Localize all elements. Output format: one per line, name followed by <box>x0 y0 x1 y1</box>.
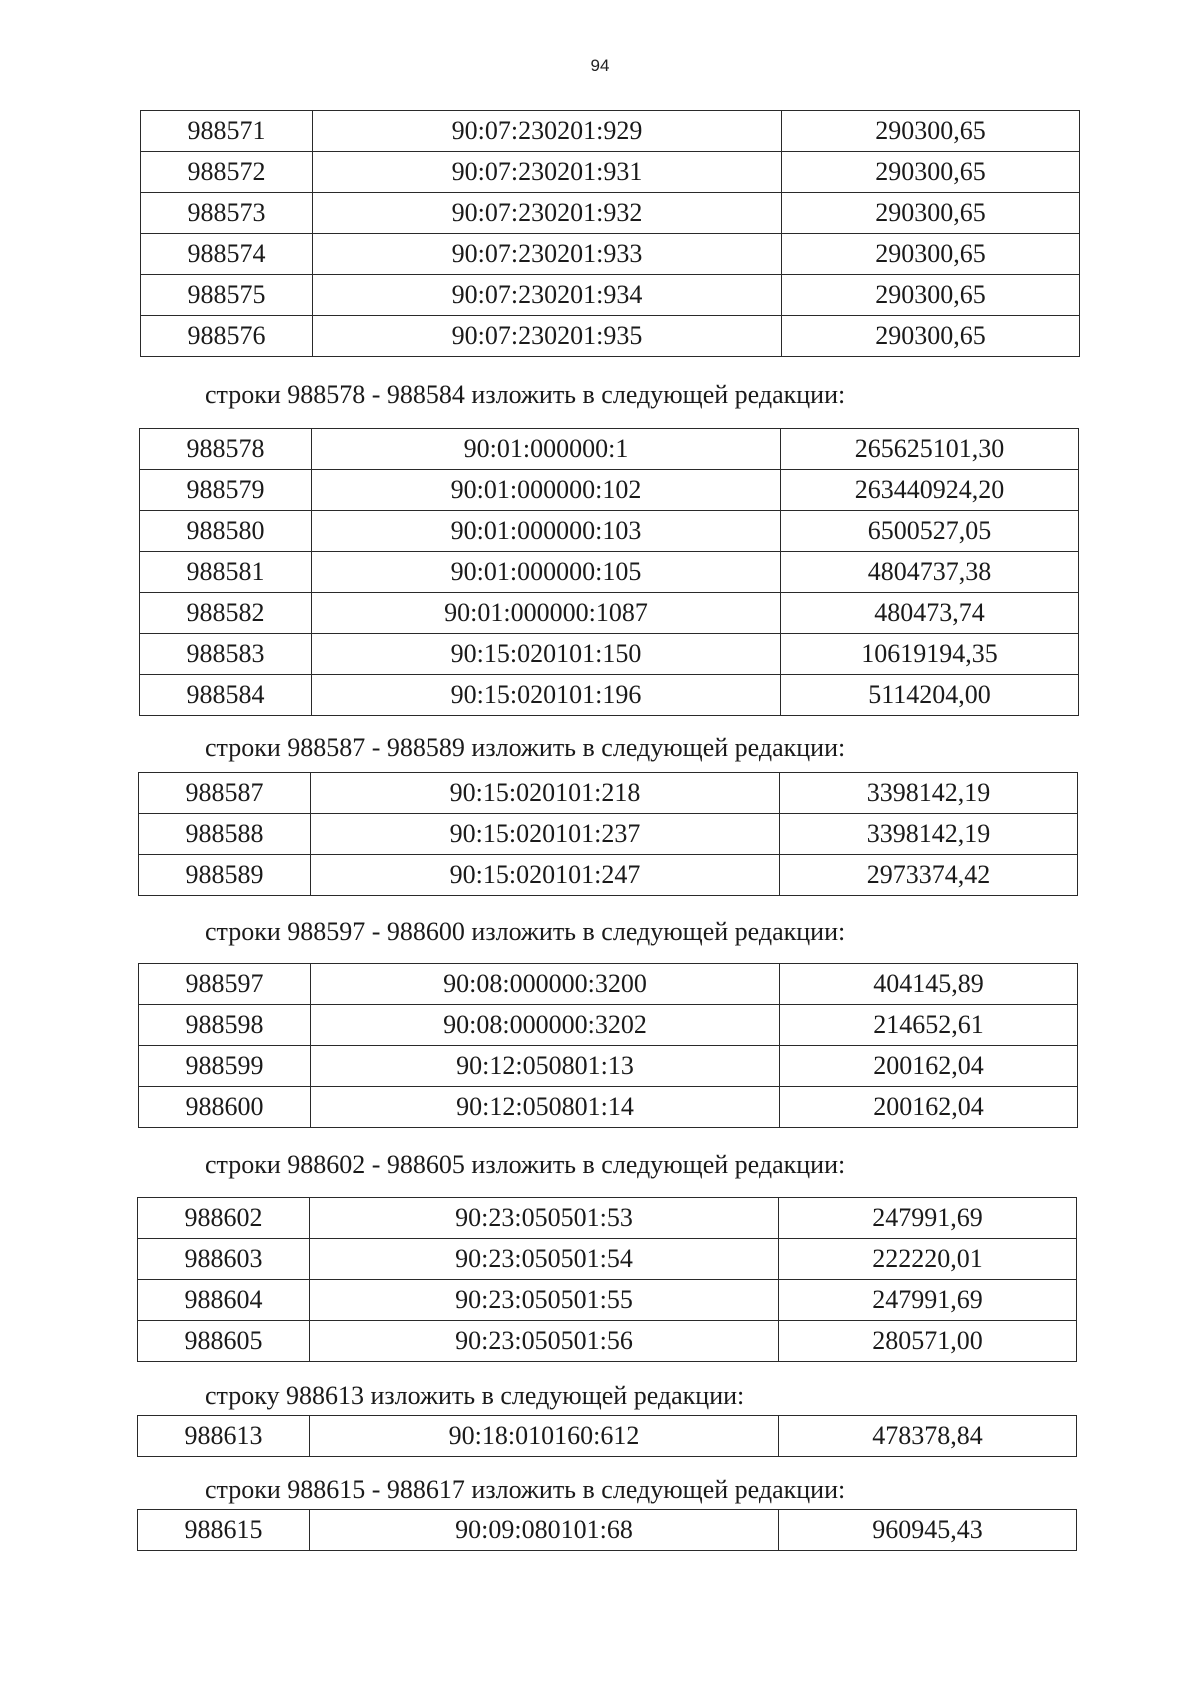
table-row <box>139 855 1078 896</box>
section-instruction: строки 988602 - 988605 изложить в следующей редакции: <box>205 1150 846 1179</box>
value-cell: 290300,65 <box>782 152 1080 193</box>
row-number-cell: 988582 <box>140 593 312 634</box>
row-number-cell: 988598 <box>139 1005 311 1046</box>
value-cell: 2973374,42 <box>780 855 1078 896</box>
cadastral-number-cell: 90:01:000000:102 <box>312 470 781 511</box>
data-table <box>137 1415 1077 1457</box>
cadastral-number-cell: 90:23:050501:53 <box>310 1198 779 1239</box>
cadastral-number-cell: 90:18:010160:612 <box>310 1416 779 1457</box>
row-number-cell: 988603 <box>138 1239 310 1280</box>
cadastral-number-cell: 90:23:050501:56 <box>310 1321 779 1362</box>
value-cell: 290300,65 <box>782 111 1080 152</box>
row-number-cell: 988572 <box>141 152 313 193</box>
row-number-cell: 988587 <box>139 773 311 814</box>
row-number-cell: 988575 <box>141 275 313 316</box>
data-table <box>137 1509 1077 1551</box>
table-row <box>138 1510 1077 1551</box>
value-cell: 404145,89 <box>780 964 1078 1005</box>
table-row <box>138 1198 1077 1239</box>
value-cell: 247991,69 <box>779 1198 1077 1239</box>
row-number-cell: 988580 <box>140 511 312 552</box>
value-cell: 4804737,38 <box>781 552 1079 593</box>
value-cell: 290300,65 <box>782 316 1080 357</box>
table-row <box>140 511 1079 552</box>
row-number-cell: 988600 <box>139 1087 311 1128</box>
row-number-cell: 988574 <box>141 234 313 275</box>
value-cell: 480473,74 <box>781 593 1079 634</box>
cadastral-number-cell: 90:15:020101:247 <box>311 855 780 896</box>
section-instruction: строку 988613 изложить в следующей редакции: <box>205 1381 745 1410</box>
data-table <box>137 1197 1077 1362</box>
table-row <box>138 1416 1077 1457</box>
table-row <box>138 1280 1077 1321</box>
cadastral-number-cell: 90:08:000000:3202 <box>311 1005 780 1046</box>
cadastral-number-cell: 90:01:000000:1087 <box>312 593 781 634</box>
cadastral-number-cell: 90:15:020101:196 <box>312 675 781 716</box>
cadastral-number-cell: 90:07:230201:931 <box>313 152 782 193</box>
value-cell: 290300,65 <box>782 275 1080 316</box>
value-cell: 263440924,20 <box>781 470 1079 511</box>
table-row <box>141 193 1080 234</box>
value-cell: 200162,04 <box>780 1087 1078 1128</box>
table-row <box>141 275 1080 316</box>
cadastral-number-cell: 90:07:230201:932 <box>313 193 782 234</box>
value-cell: 3398142,19 <box>780 814 1078 855</box>
value-cell: 6500527,05 <box>781 511 1079 552</box>
table-row <box>140 634 1079 675</box>
table-row <box>141 234 1080 275</box>
value-cell: 247991,69 <box>779 1280 1077 1321</box>
table-row <box>138 1239 1077 1280</box>
cadastral-number-cell: 90:08:000000:3200 <box>311 964 780 1005</box>
value-cell: 222220,01 <box>779 1239 1077 1280</box>
value-cell: 290300,65 <box>782 234 1080 275</box>
data-table <box>138 963 1078 1128</box>
row-number-cell: 988604 <box>138 1280 310 1321</box>
row-number-cell: 988583 <box>140 634 312 675</box>
table-row <box>139 773 1078 814</box>
cadastral-number-cell: 90:01:000000:105 <box>312 552 781 593</box>
data-table <box>138 772 1078 896</box>
cadastral-number-cell: 90:07:230201:929 <box>313 111 782 152</box>
table-row <box>139 1046 1078 1087</box>
section-instruction: строки 988587 - 988589 изложить в следующей редакции: <box>205 733 846 762</box>
table-row <box>138 1321 1077 1362</box>
value-cell: 5114204,00 <box>781 675 1079 716</box>
row-number-cell: 988579 <box>140 470 312 511</box>
row-number-cell: 988605 <box>138 1321 310 1362</box>
row-number-cell: 988602 <box>138 1198 310 1239</box>
table-row <box>140 675 1079 716</box>
cadastral-number-cell: 90:07:230201:934 <box>313 275 782 316</box>
row-number-cell: 988588 <box>139 814 311 855</box>
value-cell: 290300,65 <box>782 193 1080 234</box>
cadastral-number-cell: 90:07:230201:933 <box>313 234 782 275</box>
row-number-cell: 988578 <box>140 429 312 470</box>
table-row <box>140 429 1079 470</box>
row-number-cell: 988581 <box>140 552 312 593</box>
row-number-cell: 988576 <box>141 316 313 357</box>
value-cell: 10619194,35 <box>781 634 1079 675</box>
table-row <box>141 152 1080 193</box>
cadastral-number-cell: 90:07:230201:935 <box>313 316 782 357</box>
table-row <box>139 814 1078 855</box>
table-row <box>140 552 1079 593</box>
value-cell: 200162,04 <box>780 1046 1078 1087</box>
page-number: 94 <box>590 56 610 75</box>
table-row <box>140 470 1079 511</box>
cadastral-number-cell: 90:23:050501:55 <box>310 1280 779 1321</box>
cadastral-number-cell: 90:15:020101:218 <box>311 773 780 814</box>
value-cell: 3398142,19 <box>780 773 1078 814</box>
value-cell: 478378,84 <box>779 1416 1077 1457</box>
row-number-cell: 988597 <box>139 964 311 1005</box>
table-row <box>141 111 1080 152</box>
row-number-cell: 988613 <box>138 1416 310 1457</box>
row-number-cell: 988599 <box>139 1046 311 1087</box>
data-table <box>140 110 1080 357</box>
table-row <box>139 1087 1078 1128</box>
cadastral-number-cell: 90:23:050501:54 <box>310 1239 779 1280</box>
cadastral-number-cell: 90:09:080101:68 <box>310 1510 779 1551</box>
table-row <box>141 316 1080 357</box>
table-row <box>139 964 1078 1005</box>
cadastral-number-cell: 90:01:000000:103 <box>312 511 781 552</box>
cadastral-number-cell: 90:12:050801:14 <box>311 1087 780 1128</box>
cadastral-number-cell: 90:01:000000:1 <box>312 429 781 470</box>
cadastral-number-cell: 90:15:020101:237 <box>311 814 780 855</box>
section-instruction: строки 988578 - 988584 изложить в следующей редакции: <box>205 380 846 409</box>
row-number-cell: 988584 <box>140 675 312 716</box>
value-cell: 280571,00 <box>779 1321 1077 1362</box>
table-row <box>139 1005 1078 1046</box>
section-instruction: строки 988597 - 988600 изложить в следующей редакции: <box>205 917 846 946</box>
row-number-cell: 988589 <box>139 855 311 896</box>
section-instruction: строки 988615 - 988617 изложить в следующей редакции: <box>205 1475 846 1504</box>
table-row <box>140 593 1079 634</box>
row-number-cell: 988573 <box>141 193 313 234</box>
data-table <box>139 428 1079 716</box>
value-cell: 214652,61 <box>780 1005 1078 1046</box>
value-cell: 960945,43 <box>779 1510 1077 1551</box>
row-number-cell: 988615 <box>138 1510 310 1551</box>
cadastral-number-cell: 90:15:020101:150 <box>312 634 781 675</box>
row-number-cell: 988571 <box>141 111 313 152</box>
cadastral-number-cell: 90:12:050801:13 <box>311 1046 780 1087</box>
value-cell: 265625101,30 <box>781 429 1079 470</box>
